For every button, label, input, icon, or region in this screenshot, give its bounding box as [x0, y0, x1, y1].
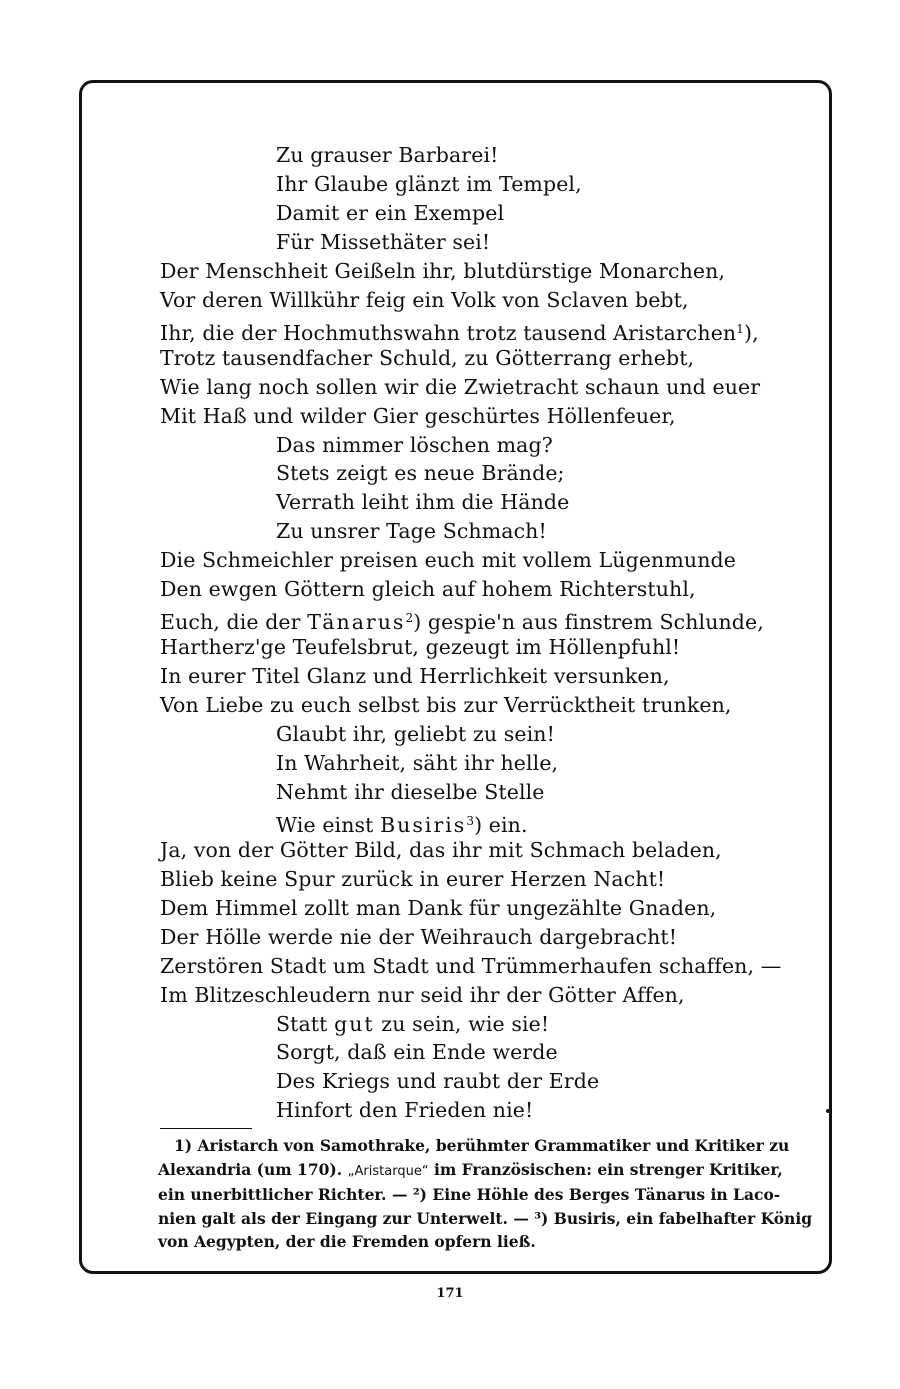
- poem-line-text: Blieb keine Spur zurück in eurer Herzen Nacht!: [160, 866, 666, 891]
- poem-line-text: In eurer Titel Glanz und Herrlichkeit versunken,: [160, 664, 670, 689]
- poem-line: [160, 575, 696, 604]
- poem-line-text: Des Kriegs und raubt der Erde: [276, 1069, 600, 1094]
- poem-line: [160, 257, 725, 286]
- poem-line-text: Stets zeigt es neue Brände;: [276, 461, 565, 486]
- poem-line-text: Glaubt ihr, geliebt zu sein!: [276, 722, 555, 746]
- poem-line-text: ),: [743, 320, 759, 345]
- poem-line: [160, 981, 685, 1010]
- footnote-line-2: Alexandria (um 170). „Aristarque“ im Französischen: ein strenger Kritiker,: [158, 1159, 783, 1179]
- poem-line-text: Ihr, die der Hochmuthswahn trotz tausend Aristarchen: [160, 320, 737, 345]
- poem-line-text: Die Schmeichler preisen euch mit vollem Lügenmunde: [160, 548, 736, 573]
- poem-line-text: Nehmt ihr dieselbe Stelle: [276, 779, 545, 804]
- footnote-mark-1: 1): [174, 1136, 193, 1155]
- poem-line: [160, 894, 716, 923]
- footnote-divider: [160, 1128, 252, 1129]
- footnote-reference: 3: [466, 813, 475, 828]
- poem-line: [160, 691, 732, 720]
- poem-line-text: Zerstören Stadt um Stadt und Trümmerhaufen schaffen, —: [160, 953, 782, 978]
- poem-line: [276, 749, 558, 778]
- poem-line: [160, 546, 736, 575]
- poem-line: [276, 720, 555, 749]
- poem-line-emphasis: Tänarus: [307, 610, 406, 635]
- poem-line: [276, 431, 553, 460]
- page-number: 171: [436, 1286, 464, 1301]
- poem-line-text: Euch, die der: [160, 610, 308, 635]
- poem-line-text: Von Liebe zu euch selbst bis zur Verrücktheit trunken,: [160, 693, 732, 718]
- poem-line: [276, 778, 545, 807]
- poem-line-text: Wie einst: [276, 812, 381, 837]
- poem-line-text: Trotz tausendfacher Schuld, zu Götterrang erhebt,: [160, 345, 695, 370]
- poem-line: [160, 286, 689, 315]
- footnote-line-4: nien galt als der Eingang zur Unterwelt. — ³) Busiris, ein fabelhafter König: [158, 1208, 813, 1228]
- poem-line-text: ) ein.: [474, 812, 528, 837]
- poem-line: [276, 517, 547, 546]
- poem-line-text: Damit er ein Exempel: [276, 200, 505, 225]
- poem-line-text: Ja, von der Götter Bild, das ihr mit Schmach beladen,: [160, 837, 722, 862]
- footnotes: [158, 1134, 813, 1254]
- poem-line: [276, 459, 565, 488]
- footnote-line-5: von Aegypten, der die Fremden opfern ließ.: [158, 1232, 536, 1251]
- poem-line: [276, 228, 490, 257]
- poem-line-text: Vor deren Willkühr feig ein Volk von Sclaven bebt,: [160, 287, 689, 312]
- poem-line-text: Den ewgen Göttern gleich auf hohem Richterstuhl,: [160, 577, 696, 602]
- poem-line-text: Wie lang noch sollen wir die Zwietracht schaun und euer: [160, 374, 761, 399]
- poem-line: [160, 402, 676, 431]
- poem-line-text: Statt: [276, 1011, 335, 1036]
- poem-line: [276, 1010, 549, 1039]
- poem-line: [276, 199, 504, 228]
- footnote-line-1: 1) Aristarch von Samothrake, berühmter Grammatiker und Kritiker zu: [174, 1136, 790, 1155]
- poem-line-text: In Wahrheit, säht ihr helle,: [276, 750, 559, 775]
- poem-line-text: zu sein, wie sie!: [374, 1011, 550, 1036]
- poem-line-text: Hartherz'ge Teufelsbrut, gezeugt im Höllenpfuhl!: [160, 635, 681, 660]
- poem-line: [160, 344, 694, 373]
- poem-line: [160, 952, 781, 981]
- poem-line: [160, 662, 670, 691]
- poem-line-emphasis: gut: [334, 1011, 375, 1036]
- poem-line: [276, 1038, 558, 1067]
- poem-line-text: Der Menschheit Geißeln ihr, blutdürstige Monarchen,: [160, 258, 726, 283]
- poem-line-text: Ihr Glaube glänzt im Tempel,: [276, 171, 582, 196]
- poem-line: [160, 633, 680, 662]
- poem-line-text: Zu unsrer Tage Schmach!: [276, 519, 547, 544]
- poem-line: [276, 170, 582, 199]
- poem-line-text: Sorgt, daß ein Ende werde: [276, 1040, 558, 1065]
- margin-dot-mark: [826, 1109, 830, 1113]
- poem-line-text: Mit Haß und wilder Gier geschürtes Höllenfeuer,: [160, 403, 676, 428]
- poem-line-text: Das nimmer löschen mag?: [276, 432, 553, 457]
- poem-line-text: Für Missethäter sei!: [276, 229, 491, 254]
- poem-line-text: Verrath leiht ihm die Hände: [276, 490, 570, 515]
- poem-line-text: ) gespie'n aus finstrem Schlunde,: [413, 610, 764, 635]
- footnote-reference: 2: [405, 611, 414, 626]
- poem-line: [276, 1096, 533, 1125]
- poem-line-text: Hinfort den Frieden nie!: [276, 1098, 534, 1123]
- poem-line: [276, 1067, 599, 1096]
- poem-line-text: Der Hölle werde nie der Weihrauch dargebracht!: [160, 924, 678, 949]
- poem-line-text: Im Blitzeschleudern nur seid ihr der Götter Affen,: [160, 982, 685, 1007]
- poem-line: [160, 865, 665, 894]
- poem-line: [276, 488, 569, 517]
- poem-line: [160, 836, 722, 865]
- poem-line-text: Dem Himmel zollt man Dank für ungezählte Gnaden,: [160, 895, 717, 920]
- poem-line-text: Zu grauser Barbarei!: [276, 143, 499, 167]
- footnote-reference: 1: [736, 321, 744, 336]
- poem-line: [160, 373, 760, 402]
- footnote-line-3: ein unerbittlicher Richter. — ²) Eine Höhle des Berges Tänarus in Laco-: [158, 1185, 781, 1204]
- poem-line-emphasis: Busiris: [380, 812, 467, 837]
- poem-line: [276, 141, 498, 170]
- poem-line: [160, 923, 677, 952]
